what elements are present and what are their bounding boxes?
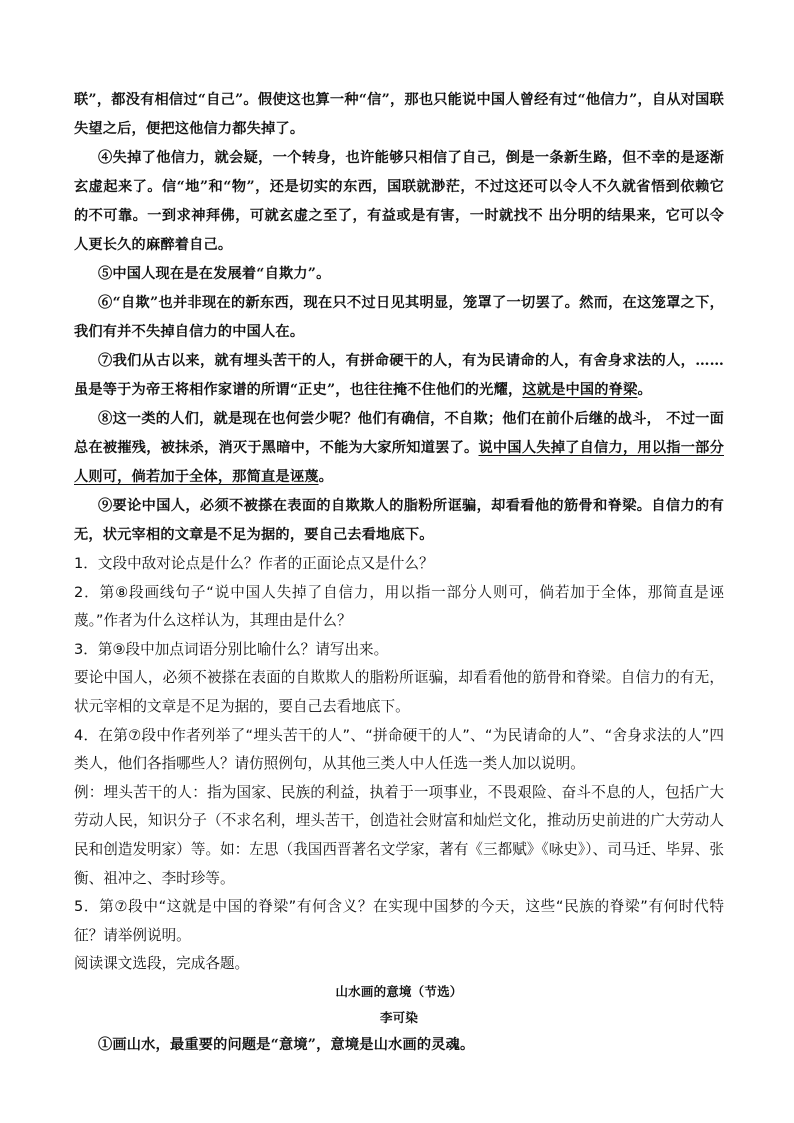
- question-1: 1．文段中敌对论点是什么？作者的正面论点又是什么？: [74, 555, 434, 572]
- passage-paragraph-8: [74, 405, 724, 492]
- passage-paragraph-4: ④失掉了他信力，就会疑，一个转身，也许能够只相信了自己，倒是一条新生路，但不幸的是逐渐玄虚起来了。信“地”和“物”，还是切实的东西，国联就渺茫，不过这还可以令人不久就省悟到依赖它的不可靠。一到求神拜佛，可就玄虚之至了，有益或是有害，一时就找不 出分明的结果来，它可以令人更长久的麻醉着自己。: [74, 150, 724, 253]
- passage-paragraph-6: ⑥“自欺”也并非现在的新东西，现在只不过日见其明显，笼罩了一切罢了。然而，在这笼罩之下，我们有并不失掉自信力的中国人在。: [74, 295, 724, 340]
- question-2: 2．第⑧段画线句子“说中国人失掉了自信力，用以指一部分人则可，倘若加于全体，那简直是诬蔑。”作者为什么这样认为，其理由是什么？: [74, 583, 724, 630]
- question-3-quote: 要论中国人，必须不被搽在表面的自欺欺人的脂粉所诓骗，却看看他的筋骨和脊梁。自信力的有无，状元宰相的文章是不足为据的，要自己去看地底下。: [74, 669, 724, 715]
- question-4-example: 例：埋头苦干的人：指为国家、民族的利益，执着于一项事业，不畏艰险、奋斗不息的人，包括广大劳动人民，知识分子（不求名利，埋头苦干，创造社会财富和灿烂文化，推动历史前进的广大劳动人民和创造发明家）等。如：左思（我国西晋著名文学家，著有《三都赋》《咏史》）、司马迁、毕昇、张衡、祖冲之、李时珍等。: [74, 783, 724, 887]
- paragraph-7-text: ⑦我们从古以来，就有埋头苦干的人，有拼命硬干的人，有为民请命的人，有舍身求法的人，……虽是等于为帝王将相作家谱的所谓“正史”，也往往掩不住他们的光耀，: [74, 353, 724, 398]
- underlined-sentence-7: 这就是中国的脊梁: [522, 382, 638, 398]
- paragraph-8-text: ⑧这一类的人们，就是现在也何尝少呢？他们有确信，不自欺；他们在前仆后继的战斗， 不过一面总在被摧残，被抹杀，消灭于黑暗中，不能为大家所知道罢了。: [74, 411, 724, 456]
- section-intro: 阅读课文选段，完成各题。: [74, 955, 250, 973]
- question-4: 4．在第⑦段中作者列举了“埋头苦干的人”、“拼命硬干的人”、“为民请命的人”、“舍身求法的人”四类人，他们各指哪些人？请仿照例句，从其他三类人中人任选一类人加以说明。: [74, 726, 724, 773]
- paragraph-7-end: 。: [637, 382, 652, 398]
- passage-paragraph-5: ⑤中国人现在是在发展着“自欺力”。: [98, 266, 331, 282]
- passage-paragraph-continued: 联”，都没有相信过“自己”。假使这也算一种“信”，那也只能说中国人曾经有过“他信力”，自从对国联失望之后，便把这他信力都失掉了。: [74, 92, 724, 137]
- article-author: 李可染: [379, 1009, 419, 1025]
- question-3: 3．第⑨段中加点词语分别比喻什么？请写出来。: [74, 640, 389, 658]
- question-5: 5．第⑦段中“这就是中国的脊梁”有何含义？在实现中国梦的今天，这些“民族的脊梁”有何时代特征？请举例说明。: [74, 898, 724, 944]
- passage-paragraph-7: [74, 347, 724, 405]
- passage-paragraph-9: ⑨要论中国人，必须不被搽在表面的自欺欺人的脂粉所诓骗，却看看他的筋骨和脊梁。自信力的有无，状元宰相的文章是不足为据的，要自己去看地底下。: [74, 498, 724, 543]
- article-title: 山水画的意境（节选）: [335, 983, 463, 999]
- article-paragraph-1: ①画山水，最重要的问题是“意境”，意境是山水画的灵魂。: [98, 1036, 475, 1053]
- underlined-sentence-8: 说中国人失掉了自信力，用以指一部分人则可，倘若加于全体，那简直是诬蔑: [74, 440, 724, 485]
- document-page: [74, 86, 724, 1060]
- paragraph-8-end: 。: [318, 469, 333, 485]
